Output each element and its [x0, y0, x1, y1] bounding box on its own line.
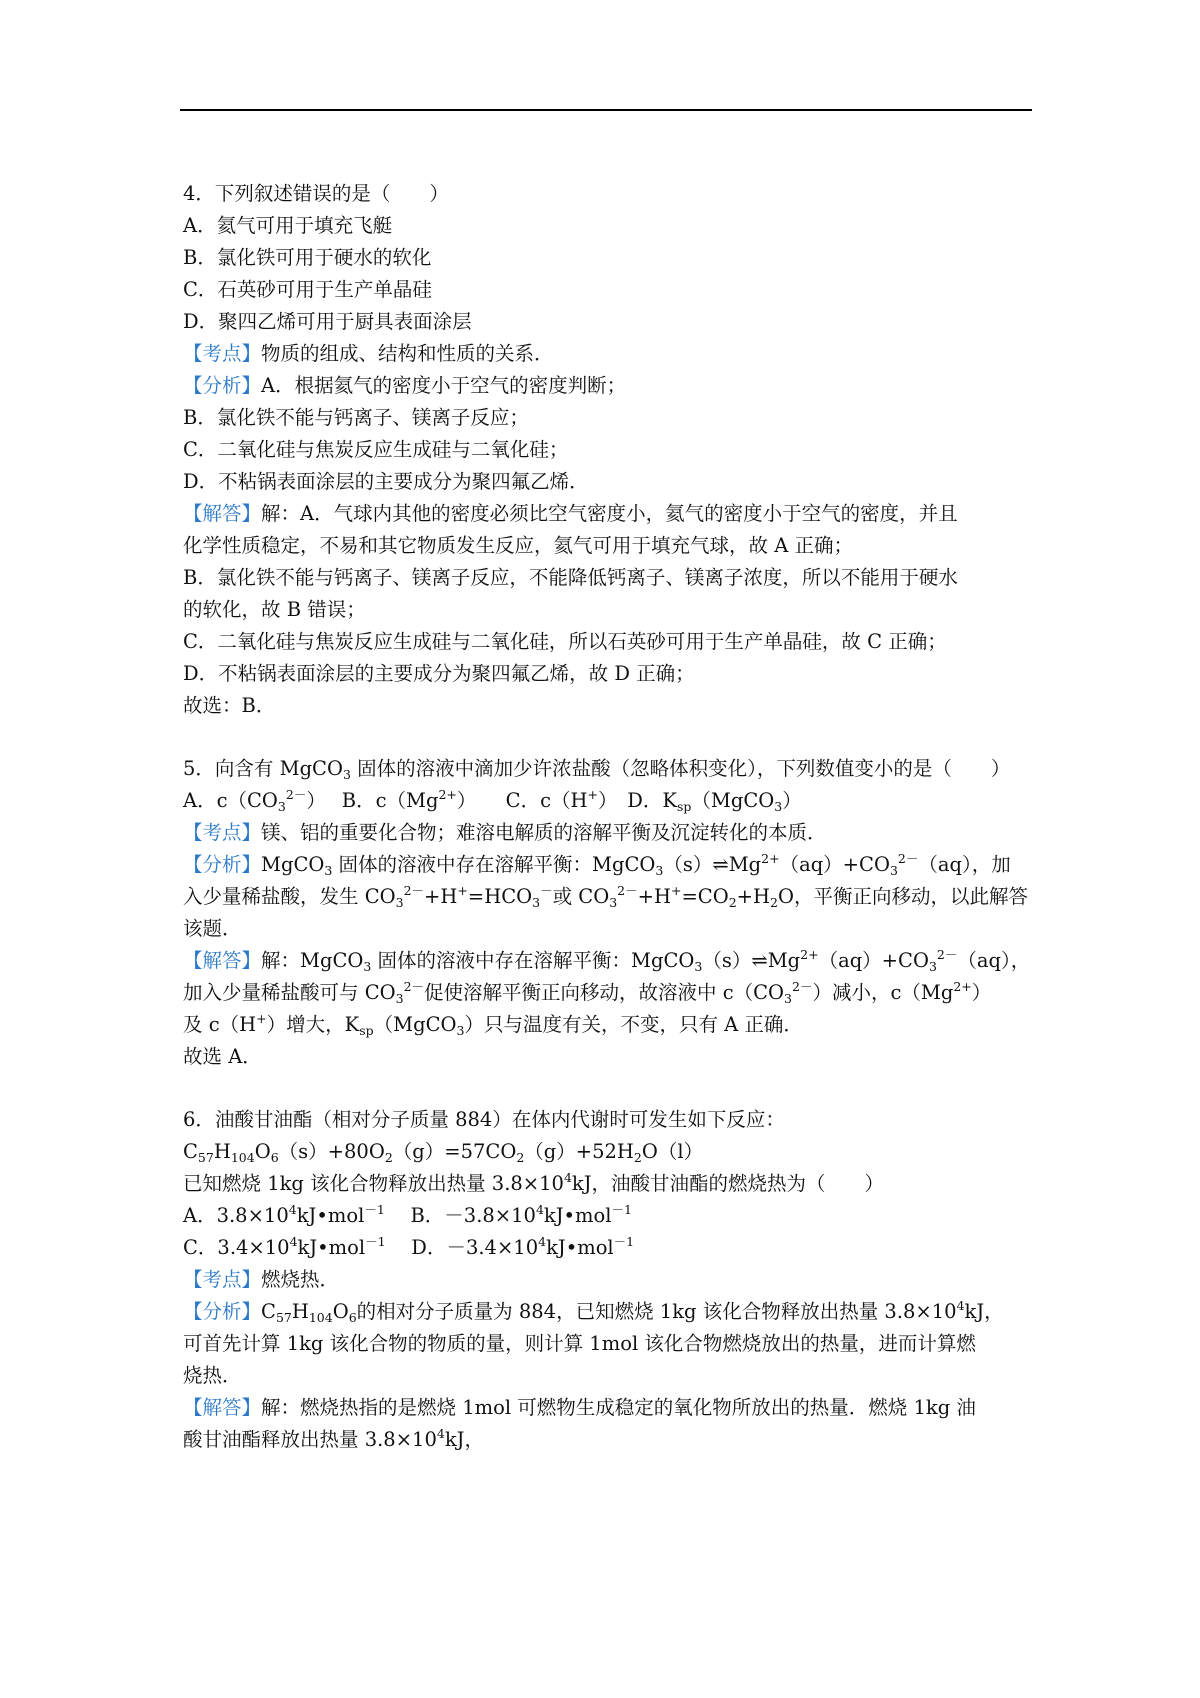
- q4-jieda-line: D．不粘锅表面涂层的主要成分为聚四氟乙烯，故 D 正确；: [183, 662, 695, 685]
- q6-jieda: 【解答】解：燃烧热指的是燃烧 1mol 可燃物生成稳定的氧化物所放出的热量．燃烧 1kg 油: [183, 1396, 976, 1419]
- q5-stem: 5．向含有 MgCO$_3$ 固体的溶液中滴加少许浓盐酸（忽略体积变化），下列数值变小的是（ ）: [183, 757, 1011, 782]
- question-6: [183, 1104, 1033, 1456]
- q4-fenxi-b: B．氯化铁不能与钙离子、镁离子反应；: [183, 406, 529, 429]
- q4-option-b: B．氯化铁可用于硬水的软化: [183, 246, 432, 269]
- q5-options: A．$c(CO_3^{2-})$ B．$c(Mg^{2+})$ C．c（H+） D．$K_{sp}(MgCO_3)$: [183, 787, 802, 814]
- question-4: [183, 178, 1033, 722]
- q4-jieda-line: B．氯化铁不能与钙离子、镁离子反应，不能降低钙离子、镁离子浓度，所以不能用于硬水: [183, 566, 958, 589]
- q6-fenxi: 【分析】$C_{57}H_{104}O_6$的相对分子质量为 884，已知燃烧 1kg 该化合物释放出热量 $3.8\times 10^4kJ$，: [183, 1298, 1004, 1325]
- question-5: [183, 753, 1033, 1073]
- q5-kaodian: 【考点】镁、铝的重要化合物；难溶电解质的溶解平衡及沉淀转化的本质．: [183, 821, 827, 844]
- q4-fenxi-c: C．二氧化硅与焦炭反应生成硅与二氧化硅；: [183, 438, 569, 461]
- q6-jieda-2: 酸甘油酯释放出热量 $3.8\times 10^4kJ$，: [183, 1426, 484, 1451]
- q6-kaodian: 【考点】燃烧热．: [183, 1268, 340, 1291]
- jieda-tag: 【解答】: [183, 502, 262, 525]
- kaodian-tag: 【考点】: [183, 342, 262, 365]
- q6-fenxi-2: 可首先计算 1kg 该化合物的物质的量，则计算 1mol 该化合物燃烧放出的热量，进而计算燃: [183, 1332, 976, 1355]
- q5-jieda-3: 及 c（H+）增大，$K_{sp}(MgCO_3)$只与温度有关，不变，只有 A 正确．: [183, 1011, 803, 1038]
- q5-jieda: 【解答】解：MgCO$_3$ 固体的溶液中存在溶解平衡：$MgCO_3(s)\rightleftharpoons Mg^{2+}(aq)+CO_3^{2-}(aq)$，: [183, 947, 1031, 974]
- document-body: [183, 178, 1033, 1456]
- q6-options-ab: A．$3.8\times 10^4kJ•mol^{-1}$ B．$-3.8\times 10^4kJ•mol^{-1}$: [183, 1202, 632, 1227]
- q4-option-c: C．石英砂可用于生产单晶硅: [183, 278, 432, 301]
- q4-jieda-line: C．二氧化硅与焦炭反应生成硅与二氧化硅，所以石英砂可用于生产单晶硅，故 C 正确；: [183, 630, 947, 653]
- q4-jieda-line: 化学性质稳定，不易和其它物质发生反应，氦气可用于填充气球，故 A 正确；: [183, 534, 853, 557]
- q6-options-cd: C．$3.4\times 10^4kJ•mol^{-1}$ D．$-3.4\times 10^4kJ•mol^{-1}$: [183, 1234, 635, 1259]
- q4-fenxi: 【分析】A．根据氦气的密度小于空气的密度判断；: [183, 374, 627, 397]
- header-rule: [180, 109, 1032, 111]
- q4-jieda-line: 的软化，故 B 错误；: [183, 598, 366, 621]
- q6-question: 已知燃烧 1kg 该化合物释放出热量 $3.8\times 10^4kJ$，油酸甘油酯的燃烧热为（ ）: [183, 1170, 885, 1195]
- q5-jieda-2: 加入少量稀盐酸可与 $CO_3^{2-}$促使溶解平衡正向移动，故溶液中 $c(CO_3^{2-})$减小，$c(Mg^{2+})$: [183, 979, 992, 1006]
- q6-equation: $C_{57}H_{104}O_6(s)+80O_2(g)=57CO_2(g)+52H_2O(l)$: [183, 1140, 704, 1165]
- q4-fenxi-d: D．不粘锅表面涂层的主要成分为聚四氟乙烯．: [183, 470, 589, 493]
- q5-answer: 故选 A．: [183, 1045, 262, 1068]
- q4-answer: 故选：B．: [183, 694, 276, 717]
- q6-fenxi-3: 烧热．: [183, 1364, 242, 1387]
- q4-kaodian: 【考点】物质的组成、结构和性质的关系．: [183, 342, 554, 365]
- q4-option-a: A．氦气可用于填充飞艇: [183, 214, 393, 237]
- q5-fenxi-2: 入少量稀盐酸，发生 $CO_3^{2-}+H^+=HCO_3^-$或 $CO_3^{2-}+H^+=CO_2+H_2O$，平衡正向移动，以此解答: [183, 883, 1028, 910]
- q4-stem: 4．下列叙述错误的是（ ）: [183, 182, 449, 205]
- q5-fenxi-3: 该题．: [183, 917, 242, 940]
- q5-fenxi: 【分析】MgCO$_3$ 固体的溶液中存在溶解平衡：$MgCO_3(s)\rightleftharpoons Mg^{2+}(aq)+CO_3^{2-}(aq)$，加: [183, 851, 1011, 878]
- q4-option-d: D．聚四乙烯可用于厨具表面涂层: [183, 310, 472, 333]
- q4-jieda: 【解答】解：A．气球内其他的密度必须比空气密度小，氦气的密度小于空气的密度，并且: [183, 502, 958, 525]
- q6-stem: 6．油酸甘油酯（相对分子质量 884）在体内代谢时可发生如下反应：: [183, 1108, 785, 1131]
- fenxi-tag: 【分析】: [183, 374, 262, 397]
